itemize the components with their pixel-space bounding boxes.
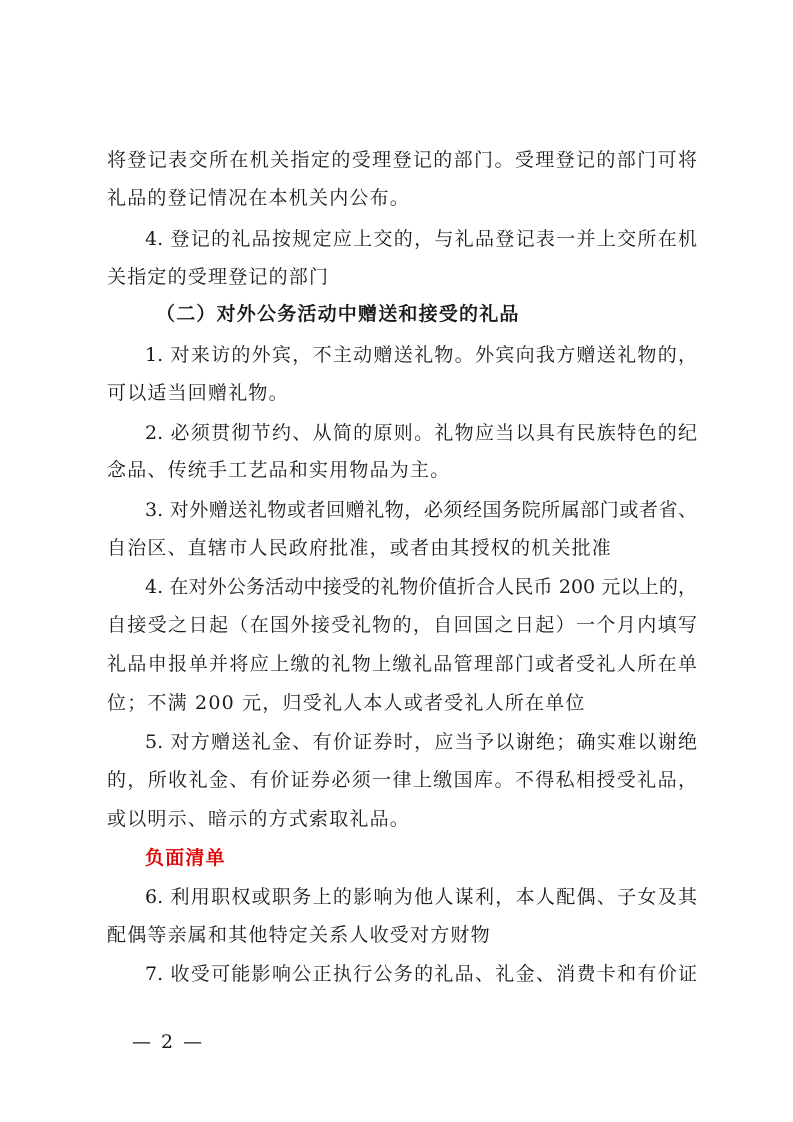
page-number: — 2 — bbox=[132, 1031, 205, 1053]
text-line: 自接受之日起（在国外接受礼物的，自回国之日起）一个月内填写 bbox=[107, 614, 697, 636]
text-line: 念品、传统手工艺品和实用物品为主。 bbox=[107, 459, 451, 481]
text-line: 礼品申报单并将应上缴的礼物上缴礼品管理部门或者受礼人所在单 bbox=[107, 653, 697, 675]
text-line: 5. 对方赠送礼金、有价证券时，应当予以谢绝；确实难以谢绝 bbox=[145, 731, 697, 753]
negative-list-heading: 负面清单 bbox=[145, 847, 226, 869]
text-line: 礼品的登记情况在本机关内公布。 bbox=[107, 187, 411, 209]
text-line: 可以适当回赠礼物。 bbox=[107, 382, 289, 404]
text-line: 1. 对来访的外宾，不主动赠送礼物。外宾向我方赠送礼物的， bbox=[145, 344, 697, 366]
text-line: 4. 在对外公务活动中接受的礼物价值折合人民币 200 元以上的， bbox=[145, 576, 697, 598]
text-line: 3. 对外赠送礼物或者回赠礼物，必须经国务院所属部门或者省、 bbox=[145, 499, 697, 521]
text-line: 6. 利用职权或职务上的影响为他人谋利，本人配偶、子女及其 bbox=[145, 886, 697, 908]
text-line: 自治区、直辖市人民政府批准，或者由其授权的机关批准 bbox=[107, 537, 613, 559]
text-line: 2. 必须贯彻节约、从简的原则。礼物应当以具有民族特色的纪 bbox=[145, 422, 697, 444]
text-line: 4. 登记的礼品按规定应上交的，与礼品登记表一并上交所在机 bbox=[145, 228, 697, 250]
text-line: 配偶等亲属和其他特定关系人收受对方财物 bbox=[107, 924, 491, 946]
text-line: 将登记表交所在机关指定的受理登记的部门。受理登记的部门可将 bbox=[107, 149, 697, 171]
text-line: 关指定的受理登记的部门 bbox=[107, 266, 330, 288]
text-line: 7. 收受可能影响公正执行公务的礼品、礼金、消费卡和有价证 bbox=[145, 963, 697, 985]
text-line: 或以明示、暗示的方式索取礼品。 bbox=[107, 808, 411, 830]
section-heading: （二）对外公务活动中赠送和接受的礼品 bbox=[156, 303, 520, 325]
text-line: 的，所收礼金、有价证券必须一律上缴国库。不得私相授受礼品， bbox=[107, 769, 697, 791]
text-line: 位；不满 200 元，归受礼人本人或者受礼人所在单位 bbox=[107, 692, 586, 714]
